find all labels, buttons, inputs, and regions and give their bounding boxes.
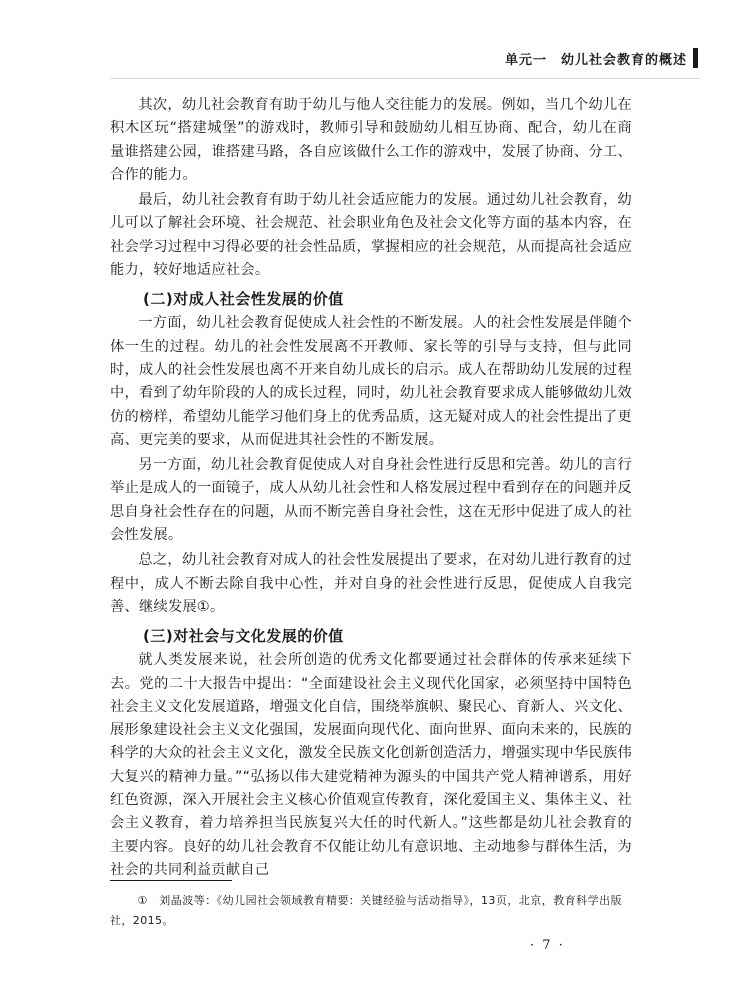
paragraph: 就人类发展来说，社会所创造的优秀文化都要通过社会群体的传承来延续下去。党的二十大报告中提出：“全面建设社会主义现代化国家，必须坚持中国特色社会主义文化发展道路，增强文化自信，围绕举旗帜、聚民心、育新人、兴文化、展形象建设社会主义文化强国，发展面向现代化、面向世界、面向未来的，民族的科学的大众的社会主义文化，激发全民族文化创新创造活力，增强实现中华民族伟大复兴的精神力量。”“弘扬以伟大建党精神为源头的中国共产党人精神谱系，用好红色资源，深入开展社会主义核心价值观宣传教育，深化爱国主义、集体主义、社会主义教育，着力培养担当民族复兴大任的时代新人。”这些都是幼儿社会教育的主要内容。良好的幼儿社会教育不仅能让幼儿有意识地、主动地参与群体生活，为社会的共同利益贡献自己	[110, 652, 632, 878]
footnote: ① 刘晶波等：《幼儿园社会领域教育精要：关键经验与活动指导》，13页，北京，教育科学出版社，2015。	[110, 894, 622, 927]
paragraph: 其次，幼儿社会教育有助于幼儿与他人交往能力的发展。例如，当几个幼儿在积木区玩“搭建城堡”的游戏时，教师引导和鼓励幼儿相互协商、配合，幼儿在商量谁搭建公园，谁搭建马路，各自应该做什么工作的游戏中，发展了协商、分工、合作的能力。	[110, 97, 632, 183]
body-text	[110, 94, 632, 884]
paragraph: 最后，幼儿社会教育有助于幼儿社会适应能力的发展。通过幼儿社会教育，幼儿可以了解社会环境、社会规范、社会职业角色及社会文化等方面的基本内容，在社会学习过程中习得必要的社会性品质，掌握相应的社会规范，从而提高社会适应能力，较好地适应社会。	[110, 192, 632, 279]
unit-label: 单元一	[504, 52, 547, 68]
section-heading: (二)对成人社会性发展的价值	[143, 290, 344, 309]
paragraph: 一方面，幼儿社会教育促使成人社会性的不断发展。人的社会性发展是伴随个体一生的过程。幼儿的社会性发展离不开教师、家长等的引导与支持，但与此同时，成人的社会性发展也离不开来自幼儿成长的启示。成人在帮助幼儿发展的过程中，看到了幼年阶段的人的成长过程，同时，幼儿社会教育要求成人能够做幼儿效仿的榜样，希望幼儿能学习他们身上的优秀品质，这无疑对成人的社会性提出了更高、更完美的要求，从而促进其社会性的不断发展。	[110, 315, 632, 448]
chapter-title: 幼儿社会教育的概述	[560, 52, 687, 68]
section-heading: (三)对社会与文化发展的价值	[143, 627, 344, 646]
footnote-divider	[110, 880, 232, 881]
running-head	[505, 48, 698, 68]
page-number: · 7 ·	[530, 938, 565, 953]
paragraph: 总之，幼儿社会教育对成人的社会性发展提出了要求，在对幼儿进行教育的过程中，成人不断去除自我中心性，并对自身的社会性进行反思，促使成人自我完善、继续发展①。	[110, 552, 632, 615]
running-head-bar	[693, 48, 698, 68]
paragraph: 另一方面，幼儿社会教育促使成人对自身社会性进行反思和完善。幼儿的言行举止是成人的一面镜子，成人从幼儿社会性和人格发展过程中看到存在的问题并反思自身社会性存在的问题，从而不断完善自身社会性，这在无形中促进了成人的社会性发展。	[110, 457, 632, 544]
header-divider	[110, 78, 700, 79]
